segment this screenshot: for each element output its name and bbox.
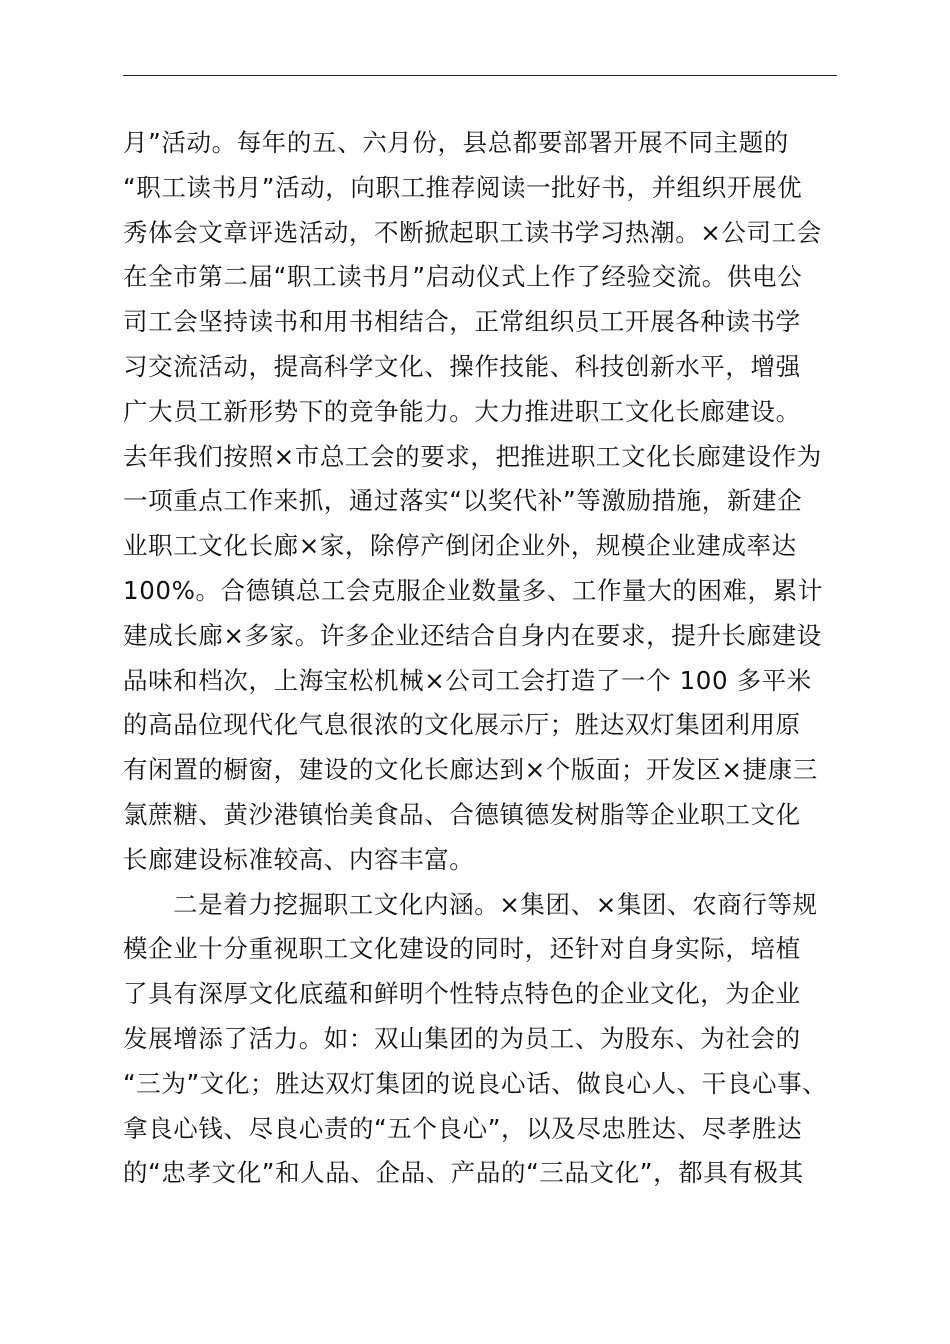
text-line: 发展增添了活力。如：双山集团的为员工、为股东、为社会的 <box>123 1023 801 1053</box>
document-body <box>123 121 853 1196</box>
paragraph-first-line: 二是着力挖掘职工文化内涵。×集团、×集团、农商行等规 <box>173 889 818 919</box>
text-line: 了具有深厚文化底蕴和鲜明个性特点特色的企业文化，为企业 <box>123 979 801 1009</box>
text-line: 的“忠孝文化”和人品、企品、产品的“三品文化”，都具有极其 <box>123 1158 804 1188</box>
text-line: 业职工文化长廊×家，除停产倒闭企业外，规模企业建成率达 <box>123 531 797 561</box>
text-line: 去年我们按照×市总工会的要求，把推进职工文化长廊建设作为 <box>123 441 822 471</box>
header-rule <box>123 75 837 76</box>
text-line: 有闲置的橱窗，建设的文化长廊达到×个版面；开发区×捷康三 <box>123 755 818 785</box>
text-line: 长廊建设标准较高、内容丰富。 <box>123 844 475 874</box>
text-line: 习交流活动，提高科学文化、操作技能、科技创新水平，增强 <box>123 351 801 381</box>
text-line: 一项重点工作来抓，通过落实“以奖代补”等激励措施，新建企 <box>123 486 803 516</box>
text-line: 建成长廊×多家。许多企业还结合自身内在要求，提升长廊建设 <box>123 620 822 650</box>
text-line: 在全市第二届“职工读书月”启动仪式上作了经验交流。供电公 <box>123 262 803 292</box>
text-line: 氯蔗糖、黄沙港镇怡美食品、合德镇德发树脂等企业职工文化 <box>123 799 801 829</box>
text-line: 司工会坚持读书和用书相结合，正常组织员工开展各种读书学 <box>123 307 801 337</box>
text-line: “三为”文化；胜达双灯集团的说良心话、做良心人、干良心事、 <box>123 1068 828 1098</box>
text-line: 秀体会文章评选活动，不断掀起职工读书学习热潮。×公司工会 <box>123 217 822 247</box>
text-line: 广大员工新形势下的竞争能力。大力推进职工文化长廊建设。 <box>123 396 801 426</box>
text-line: 品味和档次，上海宝松机械×公司工会打造了一个 100 多平米 <box>123 665 812 695</box>
text-line: 拿良心钱、尽良心责的“五个良心”，以及尽忠胜达、尽孝胜达 <box>123 1113 803 1143</box>
text-line: 的高品位现代化气息很浓的文化展示厅；胜达双灯集团利用原 <box>123 710 801 740</box>
text-line: 月”活动。每年的五、六月份，县总都要部署开展不同主题的 <box>123 128 789 157</box>
text-line: “职工读书月”活动，向职工推荐阅读一批好书，并组织开展优 <box>123 172 803 202</box>
text-line: 100%。合德镇总工会克服企业数量多、工作量大的困难，累计 <box>123 575 823 605</box>
text-line: 模企业十分重视职工文化建设的同时，还针对自身实际，培植 <box>123 934 801 964</box>
